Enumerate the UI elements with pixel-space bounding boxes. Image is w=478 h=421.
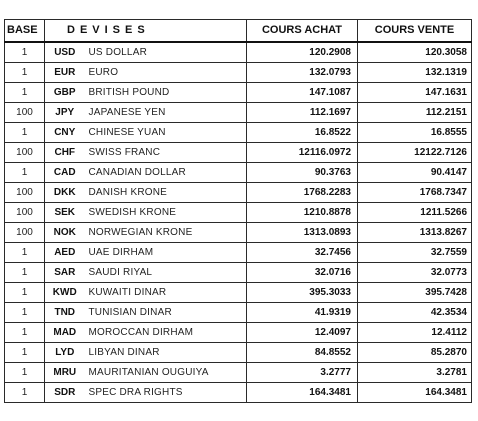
table-row <box>5 42 472 63</box>
header-devises: DEVISES <box>45 20 247 42</box>
currency-name: MAURITANIAN OUGUIYA <box>85 362 247 382</box>
base-cell: 1 <box>5 282 45 302</box>
currency-name: SWEDISH KRONE <box>85 202 247 222</box>
buy-rate: 395.3033 <box>247 282 358 302</box>
currency-code: KWD <box>45 282 85 302</box>
currency-code: CNY <box>45 122 85 142</box>
buy-rate: 164.3481 <box>247 382 358 402</box>
table-row <box>5 362 472 382</box>
currency-code: GBP <box>45 82 85 102</box>
sell-rate: 85.2870 <box>358 342 472 362</box>
table-row <box>5 262 472 282</box>
currency-code: LYD <box>45 342 85 362</box>
currency-code: CHF <box>45 142 85 162</box>
buy-rate: 1313.0893 <box>247 222 358 242</box>
currency-name: SWISS FRANC <box>85 142 247 162</box>
sell-rate: 147.1631 <box>358 82 472 102</box>
currency-code: NOK <box>45 222 85 242</box>
buy-rate: 120.2908 <box>247 42 358 63</box>
currency-name: NORWEGIAN KRONE <box>85 222 247 242</box>
exchange-rate-table <box>4 19 472 403</box>
buy-rate: 3.2777 <box>247 362 358 382</box>
currency-code: TND <box>45 302 85 322</box>
currency-name: SPEC DRA RIGHTS <box>85 382 247 402</box>
table-row <box>5 222 472 242</box>
table-row <box>5 82 472 102</box>
table-row <box>5 102 472 122</box>
currency-name: UAE DIRHAM <box>85 242 247 262</box>
sell-rate: 1313.8267 <box>358 222 472 242</box>
currency-code: USD <box>45 42 85 63</box>
table-row <box>5 242 472 262</box>
base-cell: 1 <box>5 242 45 262</box>
currency-name: KUWAITI DINAR <box>85 282 247 302</box>
base-cell: 1 <box>5 262 45 282</box>
buy-rate: 1768.2283 <box>247 182 358 202</box>
currency-code: AED <box>45 242 85 262</box>
base-cell: 100 <box>5 102 45 122</box>
currency-name: SAUDI RIYAL <box>85 262 247 282</box>
base-cell: 1 <box>5 362 45 382</box>
currency-code: SAR <box>45 262 85 282</box>
header-sell-rate: COURS VENTE <box>358 20 472 42</box>
base-cell: 1 <box>5 42 45 63</box>
base-cell: 100 <box>5 202 45 222</box>
currency-code: SDR <box>45 382 85 402</box>
currency-name: CHINESE YUAN <box>85 122 247 142</box>
sell-rate: 395.7428 <box>358 282 472 302</box>
base-cell: 1 <box>5 342 45 362</box>
sell-rate: 32.0773 <box>358 262 472 282</box>
table-row <box>5 182 472 202</box>
base-cell: 1 <box>5 162 45 182</box>
buy-rate: 41.9319 <box>247 302 358 322</box>
buy-rate: 147.1087 <box>247 82 358 102</box>
sell-rate: 42.3534 <box>358 302 472 322</box>
buy-rate: 12.4097 <box>247 322 358 342</box>
base-cell: 100 <box>5 222 45 242</box>
base-cell: 1 <box>5 62 45 82</box>
sell-rate: 3.2781 <box>358 362 472 382</box>
table-row <box>5 62 472 82</box>
currency-code: MAD <box>45 322 85 342</box>
sell-rate: 90.4147 <box>358 162 472 182</box>
buy-rate: 12116.0972 <box>247 142 358 162</box>
base-cell: 1 <box>5 302 45 322</box>
buy-rate: 32.0716 <box>247 262 358 282</box>
currency-code: EUR <box>45 62 85 82</box>
sell-rate: 112.2151 <box>358 102 472 122</box>
buy-rate: 84.8552 <box>247 342 358 362</box>
base-cell: 1 <box>5 122 45 142</box>
sell-rate: 132.1319 <box>358 62 472 82</box>
base-cell: 100 <box>5 182 45 202</box>
buy-rate: 132.0793 <box>247 62 358 82</box>
currency-name: LIBYAN DINAR <box>85 342 247 362</box>
currency-code: SEK <box>45 202 85 222</box>
base-cell: 1 <box>5 82 45 102</box>
sell-rate: 164.3481 <box>358 382 472 402</box>
buy-rate: 90.3763 <box>247 162 358 182</box>
buy-rate: 112.1697 <box>247 102 358 122</box>
base-cell: 1 <box>5 322 45 342</box>
table-row <box>5 342 472 362</box>
currency-name: JAPANESE YEN <box>85 102 247 122</box>
table-row <box>5 162 472 182</box>
sell-rate: 12122.7126 <box>358 142 472 162</box>
buy-rate: 1210.8878 <box>247 202 358 222</box>
table-row <box>5 322 472 342</box>
table-row <box>5 302 472 322</box>
currency-code: CAD <box>45 162 85 182</box>
sell-rate: 120.3058 <box>358 42 472 63</box>
header-row <box>5 20 472 42</box>
currency-code: DKK <box>45 182 85 202</box>
buy-rate: 32.7456 <box>247 242 358 262</box>
sell-rate: 16.8555 <box>358 122 472 142</box>
header-buy-rate: COURS ACHAT <box>247 20 358 42</box>
sell-rate: 1768.7347 <box>358 182 472 202</box>
table-row <box>5 142 472 162</box>
currency-code: JPY <box>45 102 85 122</box>
sell-rate: 12.4112 <box>358 322 472 342</box>
currency-code: MRU <box>45 362 85 382</box>
currency-name: EURO <box>85 62 247 82</box>
currency-name: MOROCCAN DIRHAM <box>85 322 247 342</box>
base-cell: 100 <box>5 142 45 162</box>
table-body <box>5 42 472 403</box>
currency-name: US DOLLAR <box>85 42 247 63</box>
currency-name: CANADIAN DOLLAR <box>85 162 247 182</box>
table-header <box>5 20 472 42</box>
currency-name: BRITISH POUND <box>85 82 247 102</box>
sell-rate: 1211.5266 <box>358 202 472 222</box>
table-row <box>5 202 472 222</box>
header-base: BASE <box>5 20 45 42</box>
buy-rate: 16.8522 <box>247 122 358 142</box>
base-cell: 1 <box>5 382 45 402</box>
currency-name: DANISH KRONE <box>85 182 247 202</box>
sell-rate: 32.7559 <box>358 242 472 262</box>
table-row <box>5 282 472 302</box>
currency-name: TUNISIAN DINAR <box>85 302 247 322</box>
table-row <box>5 382 472 402</box>
table-row <box>5 122 472 142</box>
